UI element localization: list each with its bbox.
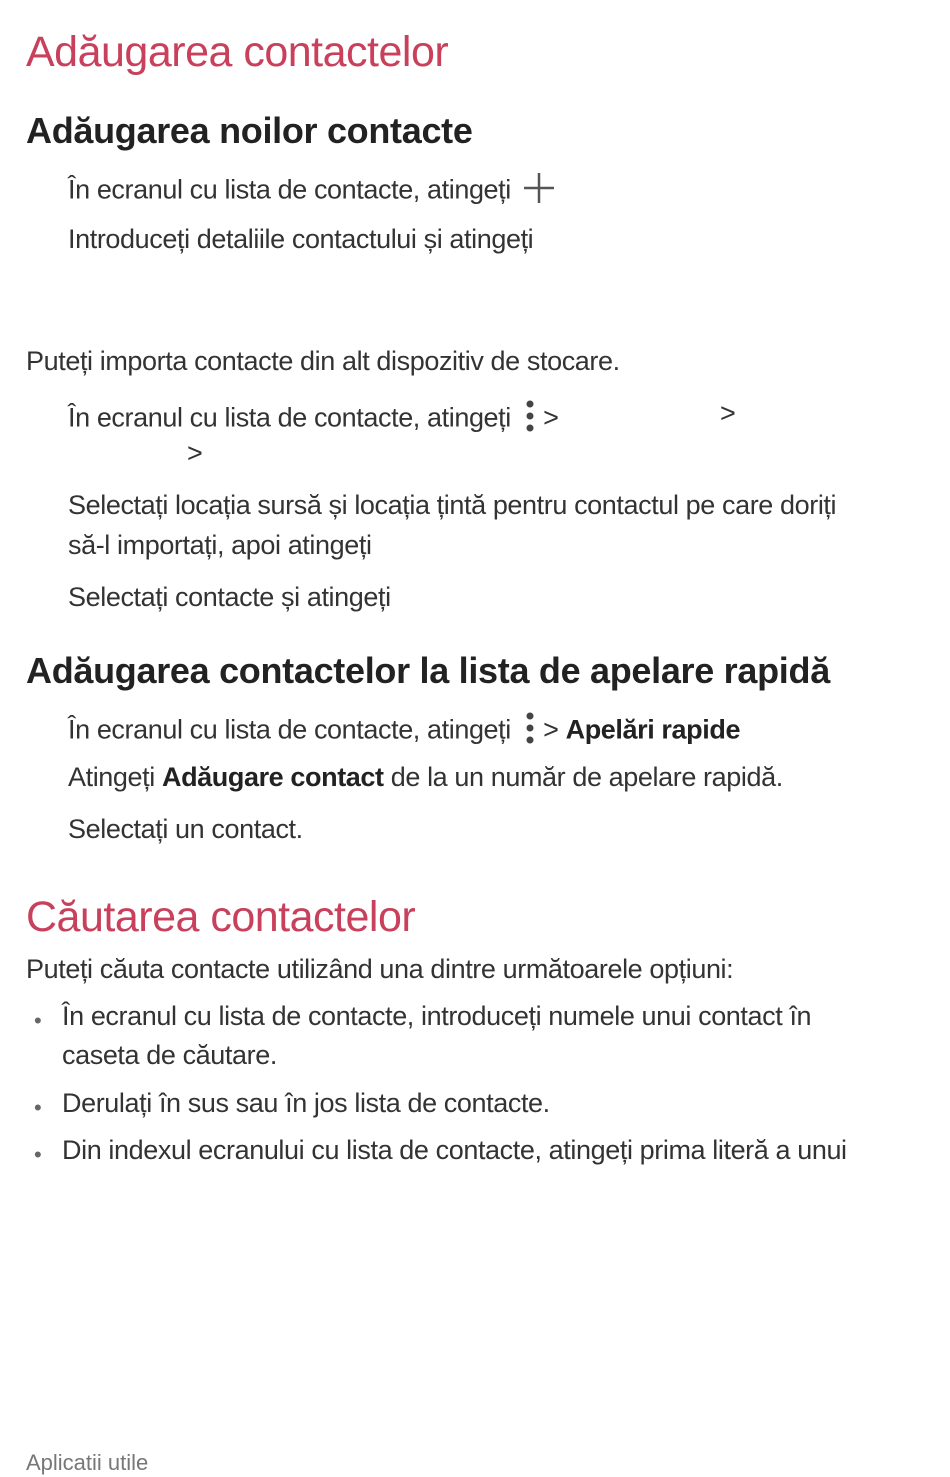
heading-speed-dial: Adăugarea contactelor la lista de apelare rapidă: [26, 650, 830, 691]
page-title: Adăugarea contactelor: [26, 28, 449, 76]
bullet-marker: •: [34, 1142, 42, 1167]
step-import-3: Selectați contacte și atingeți: [68, 582, 391, 612]
separator: >: [543, 402, 559, 433]
step-speed-dial-2: Atingeți Adăugare contact de la un număr de apelare rapidă.: [68, 762, 783, 792]
step-speed-dial-3: Selectați un contact.: [68, 814, 303, 844]
bullet-marker: •: [34, 1095, 42, 1120]
import-intro: Puteți importa contacte din alt dispozitiv de stocare.: [26, 346, 620, 376]
step-import-2-line2: să-l importați, apoi atingeți: [68, 530, 372, 560]
separator: >: [187, 438, 203, 468]
bullet-marker: •: [34, 1008, 42, 1033]
step-import-2-line1: Selectați locația sursă și locația țintă pentru contactul pe care doriți: [68, 490, 837, 520]
section-title-search: Căutarea contactelor: [26, 893, 416, 941]
footer-label: Aplicatii utile: [26, 1450, 149, 1475]
step-new-contact-1: În ecranul cu lista de contacte, atingeți: [68, 171, 556, 212]
list-item: Derulați în sus sau în jos lista de contacte.: [62, 1088, 550, 1118]
list-item-cont: caseta de căutare.: [62, 1040, 277, 1070]
plus-icon: [522, 171, 556, 212]
more-options-icon: [524, 398, 536, 441]
separator: >: [720, 398, 736, 428]
search-intro: Puteți căuta contacte utilizând una dintre următoarele opțiuni:: [26, 954, 734, 984]
more-options-icon: [524, 710, 536, 753]
list-item: Din indexul ecranului cu lista de contacte, atingeți prima literă a unui: [62, 1135, 847, 1165]
menu-path-speed-dial: Apelări rapide: [565, 714, 741, 745]
heading-new-contacts: Adăugarea noilor contacte: [26, 110, 473, 151]
separator: >: [543, 714, 559, 745]
step-import-1: În ecranul cu lista de contacte, atingeți >: [68, 398, 558, 441]
step-speed-dial-1: În ecranul cu lista de contacte, atingeți > Apelări rapide: [68, 710, 740, 753]
add-contact-label: Adăugare contact: [161, 762, 384, 792]
step-new-contact-2: Introduceți detaliile contactului și atingeți: [68, 224, 534, 254]
list-item: În ecranul cu lista de contacte, introduceți numele unui contact în: [62, 1001, 812, 1031]
